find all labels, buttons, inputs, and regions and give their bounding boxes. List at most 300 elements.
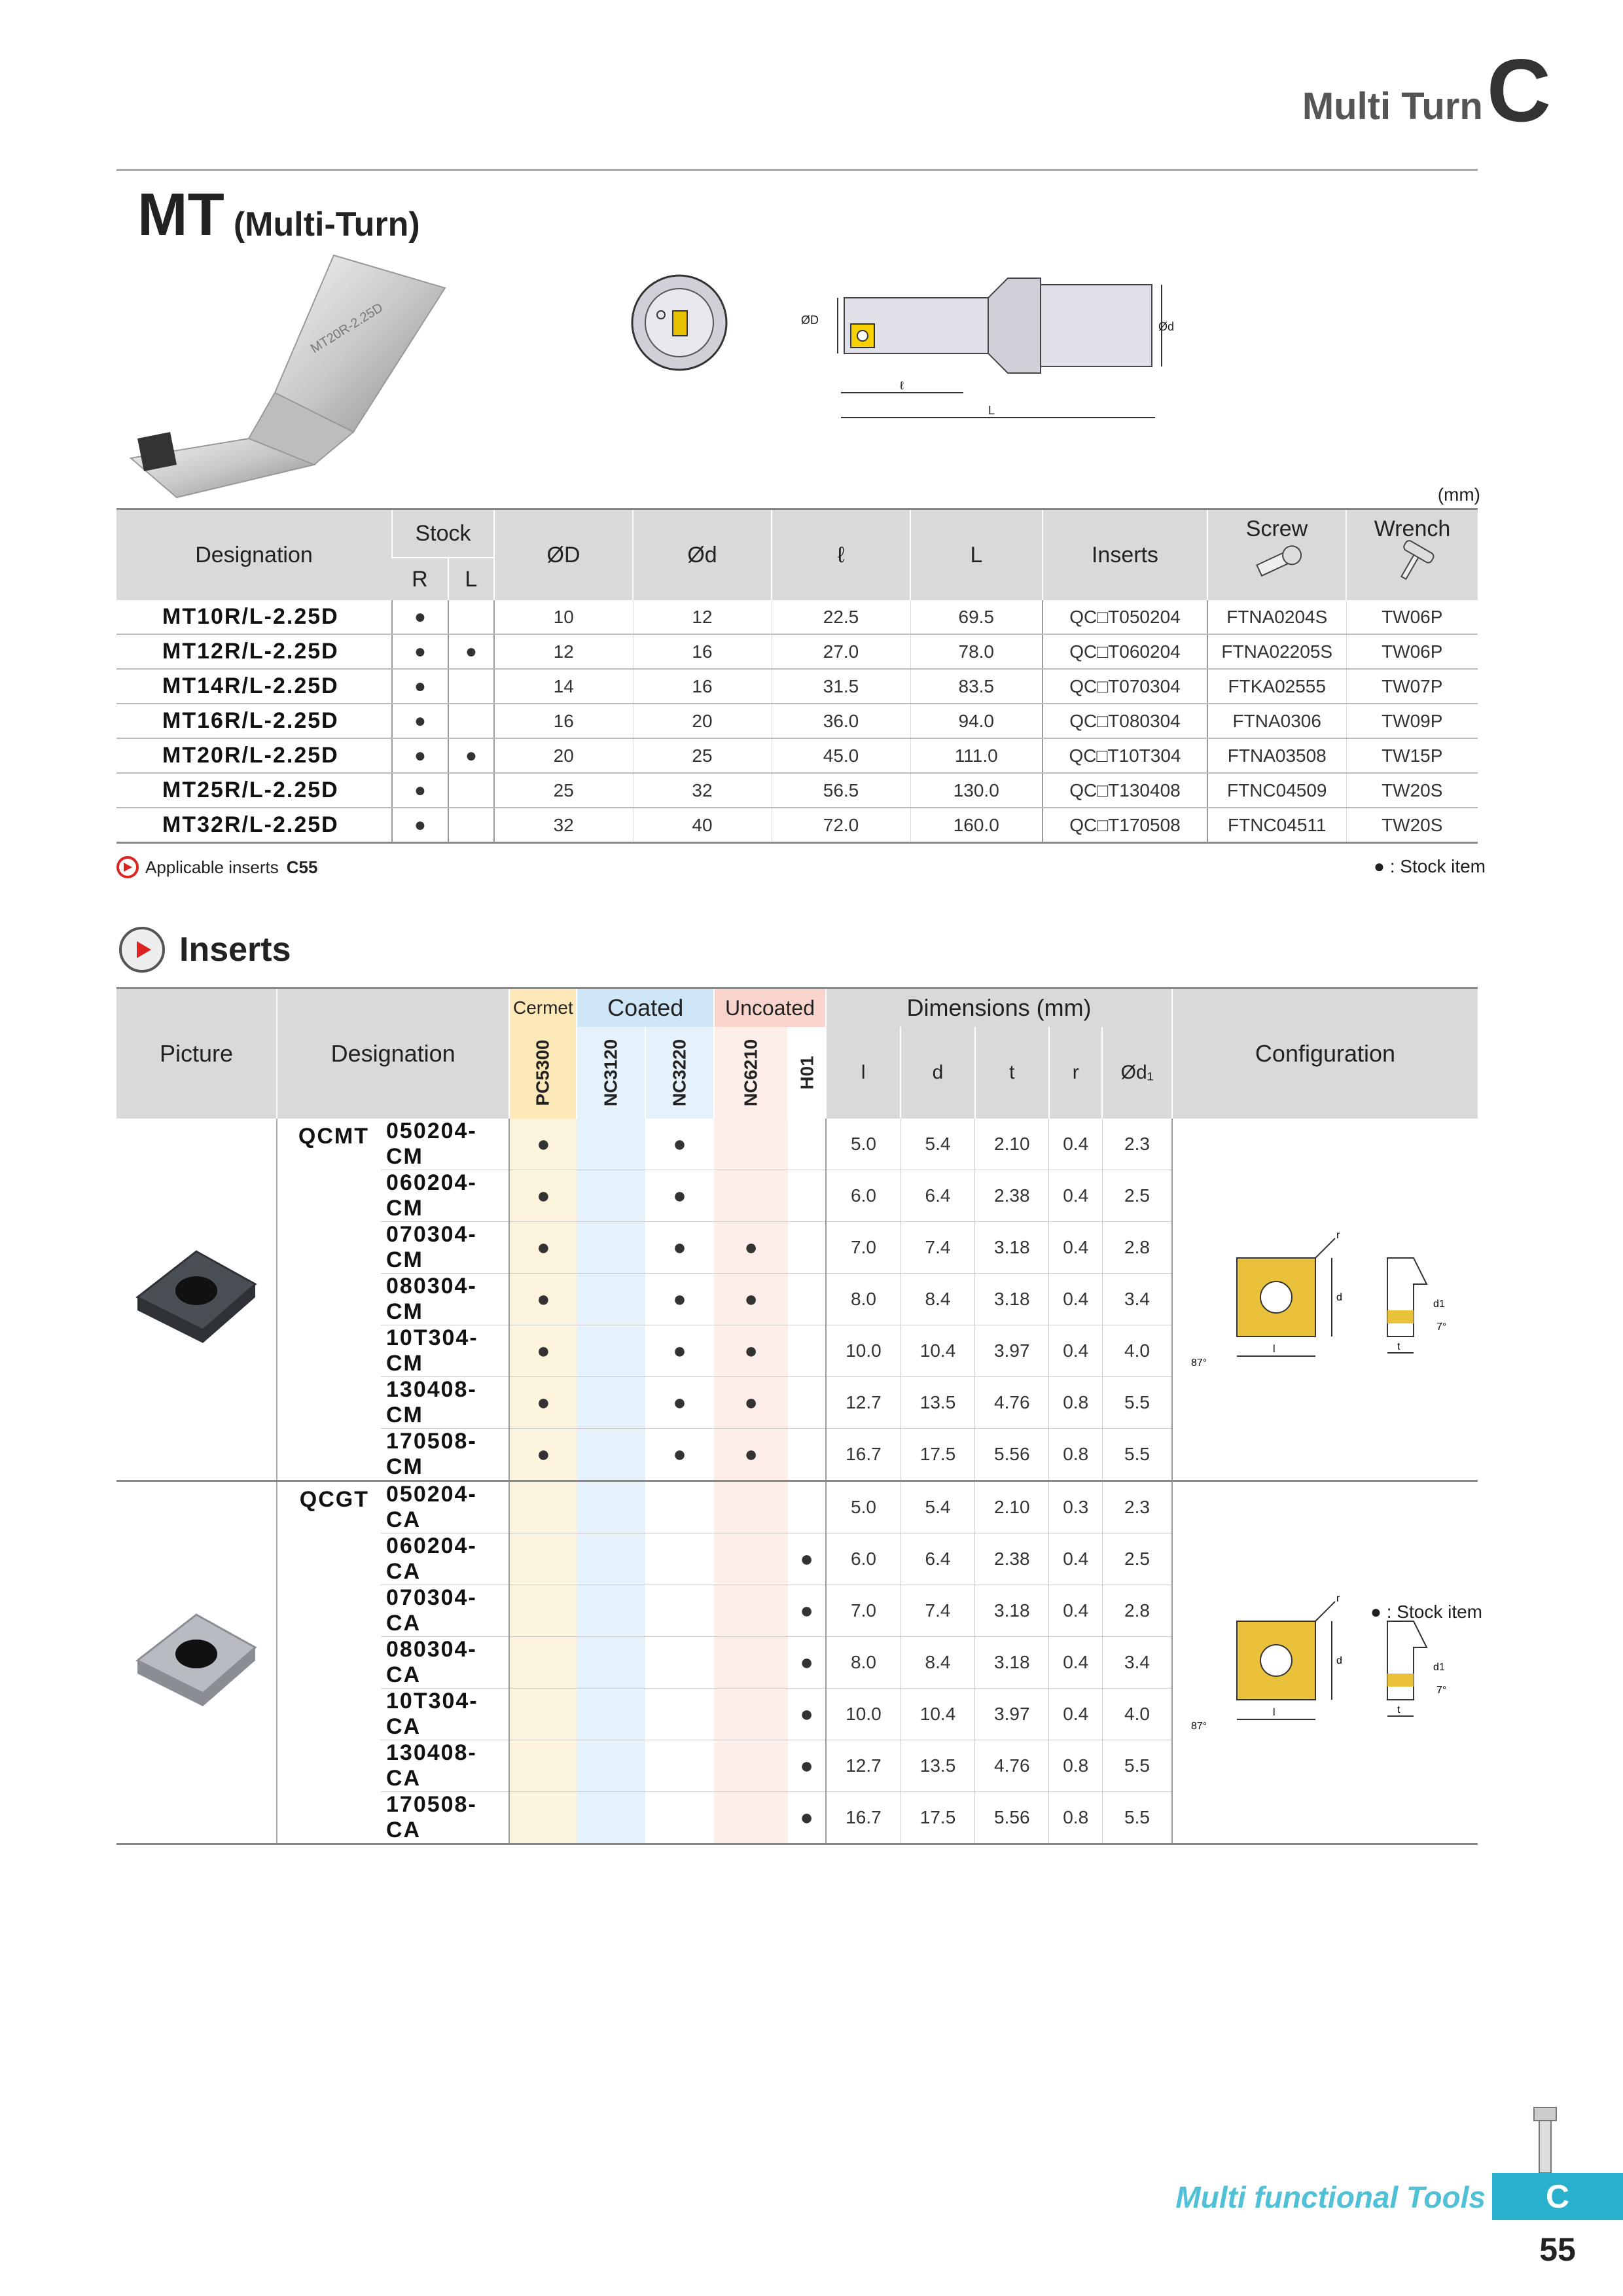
svg-text:t: t	[1397, 1340, 1400, 1352]
row-ell: 72.0	[772, 808, 910, 843]
insert-grade-mark	[577, 1274, 645, 1325]
insert-grade-mark	[788, 1377, 826, 1429]
footer-section-tab[interactable]: C	[1492, 2173, 1623, 2220]
insert-grade-mark: ●	[509, 1377, 577, 1429]
row-designation: MT25R/L-2.25D	[116, 773, 392, 808]
insert-grade-mark	[509, 1689, 577, 1740]
insert-grade-mark	[577, 1170, 645, 1222]
insert-code: 170508-CM	[381, 1429, 509, 1481]
insert-code: 130408-CM	[381, 1377, 509, 1429]
insert-grade-mark	[714, 1637, 788, 1689]
insert-dim: 2.3	[1102, 1119, 1172, 1170]
insert-dim: 2.8	[1102, 1585, 1172, 1637]
insert-grade-mark: ●	[788, 1637, 826, 1689]
insert-dim: 8.0	[826, 1637, 901, 1689]
inserts-title: Inserts	[179, 931, 291, 969]
insert-grade-mark: ●	[714, 1429, 788, 1481]
insert-dim: 2.8	[1102, 1222, 1172, 1274]
insert-dim: 2.5	[1102, 1170, 1172, 1222]
insert-grade-mark	[788, 1429, 826, 1481]
row-d: 16	[633, 634, 772, 669]
col-coated: Coated	[577, 988, 713, 1028]
col-picture: Picture	[116, 988, 277, 1119]
insert-grade-mark: ●	[509, 1429, 577, 1481]
svg-text:87°: 87°	[1191, 1720, 1207, 1732]
insert-grade-mark: ●	[788, 1689, 826, 1740]
insert-dim: 4.0	[1102, 1689, 1172, 1740]
insert-grade-mark: ●	[714, 1377, 788, 1429]
insert-dim: 8.4	[901, 1637, 974, 1689]
row-D: 32	[494, 808, 633, 843]
insert-config-drawing	[1185, 1212, 1466, 1382]
insert-grade-mark: ●	[509, 1274, 577, 1325]
insert-dim: 3.18	[975, 1274, 1049, 1325]
col-d: Ød	[633, 509, 772, 601]
insert-dim: 6.4	[901, 1170, 974, 1222]
insert-code: 060204-CA	[381, 1534, 509, 1585]
insert-grade-mark: ●	[645, 1325, 714, 1377]
row-D: 16	[494, 704, 633, 738]
insert-code: 10T304-CM	[381, 1325, 509, 1377]
row-insert: QC□T10T304	[1043, 738, 1207, 773]
insert-grade-mark: ●	[788, 1740, 826, 1792]
row-stock-l	[448, 669, 494, 704]
svg-text:d1: d1	[1433, 1661, 1445, 1673]
row-D: 10	[494, 600, 633, 634]
insert-config-cell	[1172, 1481, 1478, 1844]
row-D: 14	[494, 669, 633, 704]
svg-text:t: t	[1397, 1704, 1400, 1715]
insert-dim: 3.18	[975, 1222, 1049, 1274]
applicable-note-ref[interactable]: C55	[286, 857, 318, 877]
row-stock-r: ●	[392, 773, 448, 808]
section-letter: C	[1486, 41, 1551, 140]
label-d: Ød	[1158, 320, 1175, 333]
insert-dim: 7.0	[826, 1585, 901, 1637]
row-stock-r: ●	[392, 738, 448, 773]
insert-dim: 3.4	[1102, 1637, 1172, 1689]
insert-dim: 0.8	[1049, 1792, 1103, 1844]
insert-dim: 8.0	[826, 1274, 901, 1325]
col-designation: Designation	[116, 509, 392, 601]
label-L: L	[988, 404, 995, 417]
insert-dim: 3.4	[1102, 1274, 1172, 1325]
row-stock-l	[448, 600, 494, 634]
insert-dim: 0.4	[1049, 1170, 1103, 1222]
insert-grade-mark: ●	[509, 1119, 577, 1170]
insert-code: 10T304-CA	[381, 1689, 509, 1740]
insert-dim: 5.5	[1102, 1792, 1172, 1844]
insert-grade-mark: ●	[788, 1534, 826, 1585]
insert-dim: 7.4	[901, 1222, 974, 1274]
insert-dim: 4.76	[975, 1740, 1049, 1792]
insert-dim: 5.5	[1102, 1740, 1172, 1792]
tool-end-view	[628, 272, 733, 376]
svg-text:d1: d1	[1433, 1298, 1445, 1310]
insert-grade-mark	[714, 1534, 788, 1585]
col-configuration: Configuration	[1172, 988, 1478, 1119]
tool-side-view	[792, 272, 1175, 429]
row-insert: QC□T060204	[1043, 634, 1207, 669]
row-designation: MT10R/L-2.25D	[116, 600, 392, 634]
row-D: 20	[494, 738, 633, 773]
insert-grade-mark	[788, 1274, 826, 1325]
insert-grade-mark	[577, 1792, 645, 1844]
insert-grade-mark: ●	[509, 1222, 577, 1274]
screw-icon	[1247, 542, 1306, 581]
insert-dim: 0.3	[1049, 1481, 1103, 1534]
insert-dim: 0.4	[1049, 1325, 1103, 1377]
insert-grade-mark	[509, 1585, 577, 1637]
insert-grade-mark: ●	[645, 1429, 714, 1481]
insert-grade-mark	[714, 1585, 788, 1637]
insert-dim: 5.56	[975, 1792, 1049, 1844]
grade-label: NC3220	[669, 1039, 690, 1107]
row-wrench: TW20S	[1346, 773, 1478, 808]
section-text: Multi Turn	[1302, 85, 1483, 128]
holder-row	[116, 600, 1478, 634]
insert-dim: 10.4	[901, 1325, 974, 1377]
insert-dim: 10.0	[826, 1689, 901, 1740]
insert-dim: 5.0	[826, 1119, 901, 1170]
stock-note-2: ● : Stock item	[1370, 1602, 1482, 1622]
insert-dim: 0.4	[1049, 1637, 1103, 1689]
row-d: 16	[633, 669, 772, 704]
label-l: ℓ	[900, 379, 904, 392]
insert-config-drawing	[1185, 1575, 1466, 1746]
row-ell: 36.0	[772, 704, 910, 738]
grade-label: NC3120	[600, 1039, 621, 1107]
insert-code: 070304-CM	[381, 1222, 509, 1274]
insert-picture-cell	[116, 1119, 277, 1481]
insert-grade-mark	[645, 1534, 714, 1585]
row-stock-r: ●	[392, 704, 448, 738]
header-rule	[116, 169, 1478, 171]
applicable-note-text: Applicable inserts	[145, 857, 279, 877]
col-dim-1: d	[901, 1027, 974, 1119]
insert-grade-mark	[509, 1534, 577, 1585]
insert-grade-mark	[645, 1637, 714, 1689]
row-stock-r: ●	[392, 669, 448, 704]
footer-text: Multi functional Tools	[1175, 2180, 1486, 2214]
holder-row	[116, 738, 1478, 773]
page-title-sub: (Multi-Turn)	[233, 206, 420, 243]
insert-dim: 0.4	[1049, 1534, 1103, 1585]
insert-grade-mark	[577, 1585, 645, 1637]
insert-grade-mark	[714, 1119, 788, 1170]
insert-grade-mark	[509, 1792, 577, 1844]
section-header	[1302, 41, 1551, 140]
row-designation: MT12R/L-2.25D	[116, 634, 392, 669]
tool-marking: MT20R-2.25D	[308, 300, 386, 357]
insert-grade-mark: ●	[509, 1325, 577, 1377]
insert-dim: 0.4	[1049, 1689, 1103, 1740]
insert-grade-mark	[509, 1481, 577, 1534]
insert-dim: 5.4	[901, 1481, 974, 1534]
insert-dim: 3.18	[975, 1637, 1049, 1689]
insert-grade-mark: ●	[714, 1274, 788, 1325]
insert-dim: 0.4	[1049, 1585, 1103, 1637]
insert-dim: 4.0	[1102, 1325, 1172, 1377]
row-stock-l: ●	[448, 738, 494, 773]
insert-grade-mark: ●	[645, 1274, 714, 1325]
grade-label: NC6210	[740, 1039, 761, 1107]
row-D: 25	[494, 773, 633, 808]
insert-dim: 7.0	[826, 1222, 901, 1274]
insert-dim: 10.4	[901, 1689, 974, 1740]
insert-dim: 12.7	[826, 1740, 901, 1792]
row-stock-r: ●	[392, 634, 448, 669]
col-dim-4: Ød₁	[1102, 1027, 1172, 1119]
insert-code: 050204-CM	[381, 1119, 509, 1170]
col-L: L	[910, 509, 1043, 601]
row-wrench: TW06P	[1346, 600, 1478, 634]
insert-grade-mark	[714, 1792, 788, 1844]
insert-row	[116, 1481, 1478, 1534]
insert-dim: 3.97	[975, 1689, 1049, 1740]
insert-dim: 0.8	[1049, 1377, 1103, 1429]
insert-grade-mark	[645, 1585, 714, 1637]
insert-dim: 0.4	[1049, 1222, 1103, 1274]
wrench-icon	[1383, 542, 1442, 581]
insert-grade-mark	[509, 1637, 577, 1689]
insert-grade-mark	[577, 1689, 645, 1740]
insert-grade-mark	[788, 1170, 826, 1222]
page-title	[137, 181, 420, 249]
row-L: 160.0	[910, 808, 1043, 843]
holder-row	[116, 669, 1478, 704]
col-uncoated: Uncoated	[714, 988, 826, 1028]
row-designation: MT32R/L-2.25D	[116, 808, 392, 843]
insert-dim: 4.76	[975, 1377, 1049, 1429]
applicable-note	[116, 856, 317, 878]
row-screw: FTNC04511	[1207, 808, 1346, 843]
insert-dim: 2.38	[975, 1170, 1049, 1222]
row-designation: MT20R/L-2.25D	[116, 738, 392, 773]
row-L: 78.0	[910, 634, 1043, 669]
row-wrench: TW09P	[1346, 704, 1478, 738]
insert-photo	[124, 1595, 268, 1726]
col-screw-label: Screw	[1245, 516, 1308, 541]
row-d: 20	[633, 704, 772, 738]
page-number: 55	[1539, 2231, 1576, 2268]
col-stock-l: L	[448, 558, 494, 600]
insert-code: 080304-CM	[381, 1274, 509, 1325]
insert-dim: 0.8	[1049, 1429, 1103, 1481]
row-screw: FTNA02205S	[1207, 634, 1346, 669]
insert-grade-mark: ●	[509, 1170, 577, 1222]
svg-text:l: l	[1273, 1343, 1275, 1355]
row-screw: FTNC04509	[1207, 773, 1346, 808]
row-L: 69.5	[910, 600, 1043, 634]
col-cermet: Cermet	[509, 988, 577, 1028]
col-grade-0	[509, 1027, 577, 1119]
row-stock-l	[448, 808, 494, 843]
row-screw: FTKA02555	[1207, 669, 1346, 704]
row-screw: FTNA03508	[1207, 738, 1346, 773]
tool-photo	[118, 242, 471, 504]
insert-dim: 7.4	[901, 1585, 974, 1637]
insert-dim: 8.4	[901, 1274, 974, 1325]
arrow-circle-icon	[116, 856, 139, 878]
svg-text:7°: 7°	[1436, 1684, 1447, 1696]
insert-dim: 6.0	[826, 1170, 901, 1222]
insert-grade-mark	[509, 1740, 577, 1792]
row-d: 40	[633, 808, 772, 843]
col-grade-4	[788, 1027, 826, 1119]
insert-dim: 17.5	[901, 1429, 974, 1481]
insert-grade-mark	[714, 1689, 788, 1740]
svg-text:r: r	[1336, 1592, 1340, 1604]
col-D: ØD	[494, 509, 633, 601]
row-ell: 27.0	[772, 634, 910, 669]
insert-dim: 2.10	[975, 1481, 1049, 1534]
row-insert: QC□T070304	[1043, 669, 1207, 704]
insert-grade-mark: ●	[645, 1377, 714, 1429]
row-ell: 45.0	[772, 738, 910, 773]
col-stock: Stock	[392, 509, 494, 558]
insert-grade-mark	[788, 1325, 826, 1377]
insert-grade-mark	[645, 1689, 714, 1740]
row-stock-l	[448, 773, 494, 808]
svg-text:87°: 87°	[1191, 1357, 1207, 1369]
insert-dim: 2.10	[975, 1119, 1049, 1170]
insert-grade-mark	[577, 1481, 645, 1534]
insert-dim: 0.8	[1049, 1740, 1103, 1792]
insert-grade-mark: ●	[788, 1792, 826, 1844]
row-L: 111.0	[910, 738, 1043, 773]
insert-grade-mark: ●	[788, 1585, 826, 1637]
col-inserts: Inserts	[1043, 509, 1207, 601]
svg-text:d: d	[1336, 1291, 1342, 1303]
insert-dim: 0.4	[1049, 1119, 1103, 1170]
row-screw: FTNA0204S	[1207, 600, 1346, 634]
insert-grade-mark	[577, 1222, 645, 1274]
insert-dim: 12.7	[826, 1377, 901, 1429]
row-d: 25	[633, 738, 772, 773]
insert-dim: 2.3	[1102, 1481, 1172, 1534]
insert-dim: 5.0	[826, 1481, 901, 1534]
insert-code: 080304-CA	[381, 1637, 509, 1689]
row-L: 130.0	[910, 773, 1043, 808]
col-grade-2	[645, 1027, 714, 1119]
row-wrench: TW15P	[1346, 738, 1478, 773]
row-ell: 31.5	[772, 669, 910, 704]
row-insert: QC□T050204	[1043, 600, 1207, 634]
insert-picture-cell	[116, 1481, 277, 1844]
insert-grade-mark: ●	[714, 1222, 788, 1274]
insert-grade-mark	[788, 1119, 826, 1170]
insert-series: QCGT	[277, 1481, 381, 1844]
holder-row	[116, 773, 1478, 808]
insert-grade-mark	[645, 1740, 714, 1792]
label-D: ØD	[801, 314, 819, 327]
col-dim-2: t	[975, 1027, 1049, 1119]
row-designation: MT14R/L-2.25D	[116, 669, 392, 704]
row-L: 83.5	[910, 669, 1043, 704]
insert-grade-mark	[645, 1481, 714, 1534]
insert-grade-mark	[577, 1119, 645, 1170]
insert-config-cell	[1172, 1119, 1478, 1481]
insert-grade-mark: ●	[645, 1170, 714, 1222]
inserts-heading	[119, 927, 291, 973]
col-dimensions: Dimensions (mm)	[826, 988, 1172, 1028]
col-ins-designation: Designation	[277, 988, 509, 1119]
insert-row	[116, 1119, 1478, 1170]
insert-grade-mark	[577, 1429, 645, 1481]
insert-grade-mark: ●	[645, 1222, 714, 1274]
svg-text:d: d	[1336, 1655, 1342, 1666]
insert-code: 060204-CM	[381, 1170, 509, 1222]
insert-dim: 3.97	[975, 1325, 1049, 1377]
col-screw	[1207, 509, 1346, 601]
insert-dim: 2.38	[975, 1534, 1049, 1585]
row-insert: QC□T130408	[1043, 773, 1207, 808]
col-dim-3: r	[1049, 1027, 1103, 1119]
holder-table	[116, 508, 1478, 844]
row-designation: MT16R/L-2.25D	[116, 704, 392, 738]
insert-grade-mark: ●	[645, 1119, 714, 1170]
insert-grade-mark	[645, 1792, 714, 1844]
insert-table	[116, 987, 1478, 1845]
insert-dim: 13.5	[901, 1740, 974, 1792]
insert-dim: 5.5	[1102, 1377, 1172, 1429]
insert-series: QCMT	[277, 1119, 381, 1481]
tool-thumbnail-icon	[1525, 2101, 1564, 2179]
insert-dim: 16.7	[826, 1429, 901, 1481]
insert-code: 050204-CA	[381, 1481, 509, 1534]
row-stock-r: ●	[392, 600, 448, 634]
insert-grade-mark	[577, 1534, 645, 1585]
insert-grade-mark	[577, 1740, 645, 1792]
insert-dim: 17.5	[901, 1792, 974, 1844]
svg-text:7°: 7°	[1436, 1321, 1447, 1333]
holder-row	[116, 808, 1478, 843]
insert-grade-mark	[788, 1222, 826, 1274]
col-ell: ℓ	[772, 509, 910, 601]
insert-grade-mark	[714, 1740, 788, 1792]
insert-code: 130408-CA	[381, 1740, 509, 1792]
insert-dim: 10.0	[826, 1325, 901, 1377]
insert-grade-mark	[577, 1325, 645, 1377]
insert-dim: 3.18	[975, 1585, 1049, 1637]
insert-dim: 13.5	[901, 1377, 974, 1429]
row-wrench: TW07P	[1346, 669, 1478, 704]
row-d: 32	[633, 773, 772, 808]
play-icon	[119, 927, 165, 973]
insert-dim: 6.0	[826, 1534, 901, 1585]
row-L: 94.0	[910, 704, 1043, 738]
insert-dim: 16.7	[826, 1792, 901, 1844]
insert-dim: 6.4	[901, 1534, 974, 1585]
insert-grade-mark: ●	[714, 1325, 788, 1377]
insert-code: 170508-CA	[381, 1792, 509, 1844]
insert-code: 070304-CA	[381, 1585, 509, 1637]
row-screw: FTNA0306	[1207, 704, 1346, 738]
holder-row	[116, 704, 1478, 738]
insert-grade-mark	[714, 1170, 788, 1222]
stock-note: ● : Stock item	[1374, 856, 1486, 876]
insert-dim: 5.5	[1102, 1429, 1172, 1481]
row-d: 12	[633, 600, 772, 634]
row-ell: 22.5	[772, 600, 910, 634]
row-ell: 56.5	[772, 773, 910, 808]
col-wrench-label: Wrench	[1374, 516, 1451, 541]
grade-label: PC5300	[532, 1039, 553, 1106]
row-stock-r: ●	[392, 808, 448, 843]
row-D: 12	[494, 634, 633, 669]
insert-grade-mark	[788, 1481, 826, 1534]
